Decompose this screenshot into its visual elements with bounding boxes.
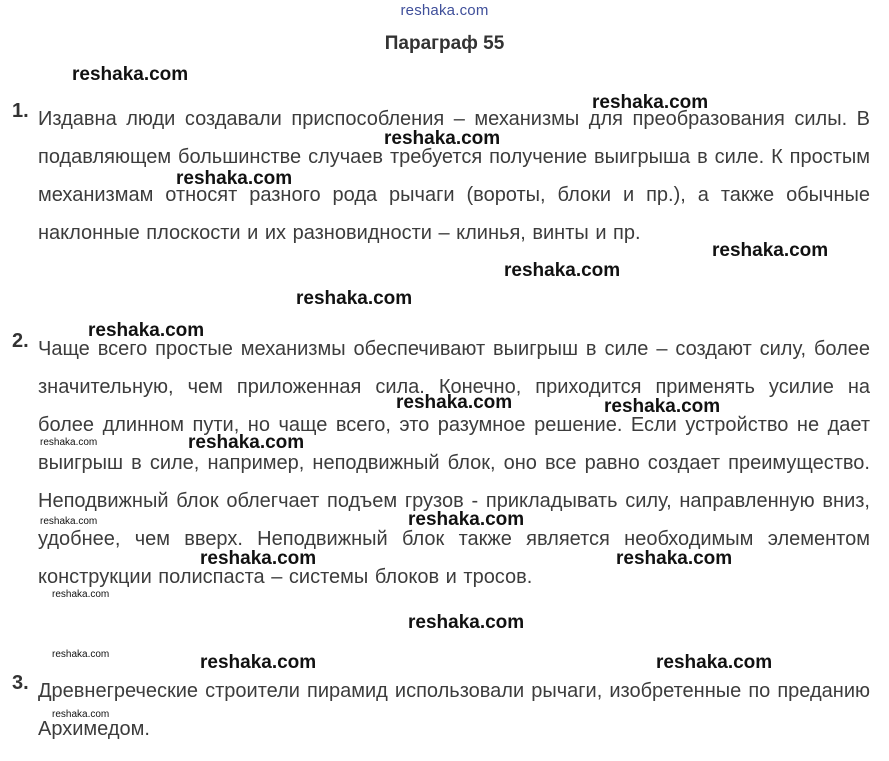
item-number: 2. xyxy=(12,330,29,352)
answer-item-1 xyxy=(12,100,870,252)
watermark: reshaka.com xyxy=(200,652,317,673)
item-number: 3. xyxy=(12,672,29,694)
watermark: reshaka.com xyxy=(176,168,293,189)
watermark: reshaka.com xyxy=(592,92,709,113)
watermark: reshaka.com xyxy=(408,509,525,530)
site-header[interactable]: reshaka.com xyxy=(400,2,489,19)
watermark: reshaka.com xyxy=(296,288,413,309)
item-text: Древнегреческие строители пирамид использовали рычаги, изобретенные по преданию Архимедом. xyxy=(38,680,870,740)
answer-item-2 xyxy=(12,330,870,596)
answer-item-3 xyxy=(12,672,870,748)
watermark: reshaka.com xyxy=(52,589,110,600)
page-title: Параграф 55 xyxy=(384,33,505,54)
watermark: reshaka.com xyxy=(40,437,98,448)
watermark: reshaka.com xyxy=(72,64,189,85)
watermark: reshaka.com xyxy=(616,548,733,569)
item-number: 1. xyxy=(12,100,29,122)
watermark: reshaka.com xyxy=(712,240,829,261)
item-text: Издавна люди создавали приспособления – механизмы для преобразования силы. В подавляющем большинстве случаев требуется получение выигрыша в силе. К простым механизмам относят разного рода рычаги (вороты, блоки и пр.), а также обычные наклонные плоскости и их разновидности – клинья, винты и пр. xyxy=(38,108,870,244)
watermark: reshaka.com xyxy=(40,516,98,527)
watermark: reshaka.com xyxy=(604,396,721,417)
watermark: reshaka.com xyxy=(52,649,110,660)
watermark: reshaka.com xyxy=(52,709,110,720)
watermark: reshaka.com xyxy=(384,128,501,149)
watermark: reshaka.com xyxy=(88,320,205,341)
item-text: Чаще всего простые механизмы обеспечивают выигрыш в силе – создают силу, более значительную, чем приложенная сила. Конечно, приходится применять усилие на более длинном пути, но чаще всего, это разумное решение. Если устройство не дает выигрыш в силе, например, неподвижный блок, оно все равно создает преимущество. Неподвижный блок облегчает подъем грузов - прикладывать силу, направленную вниз, удобнее, чем вверх. Неподвижный блок также является необходимым элементом конструкции полиспаста – системы блоков и тросов. xyxy=(38,338,870,588)
watermark: reshaka.com xyxy=(188,432,305,453)
watermark: reshaka.com xyxy=(200,548,317,569)
watermark: reshaka.com xyxy=(504,260,621,281)
watermark: reshaka.com xyxy=(396,392,513,413)
watermark: reshaka.com xyxy=(656,652,773,673)
watermark: reshaka.com xyxy=(408,612,525,633)
